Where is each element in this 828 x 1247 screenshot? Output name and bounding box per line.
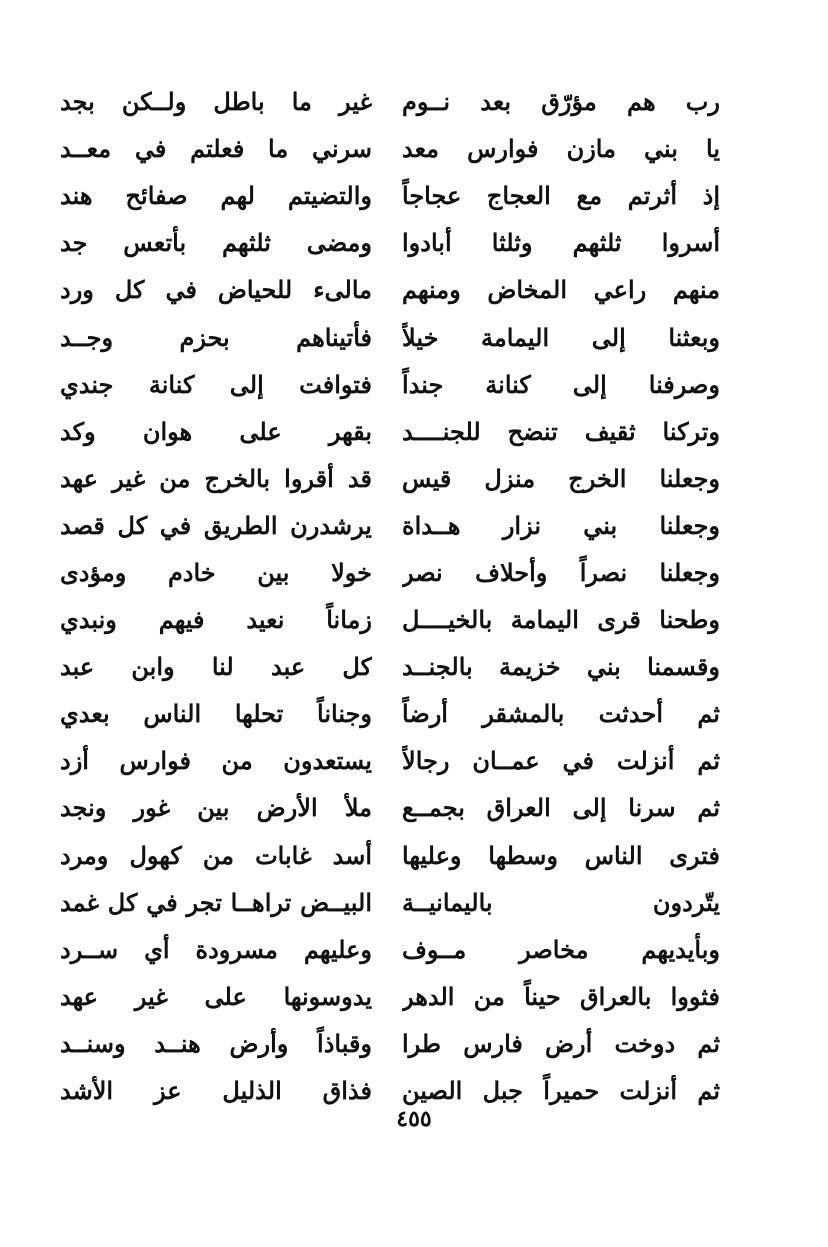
second-hemistich: وقباذاً وأرض هنــد وسنــد <box>60 1028 372 1058</box>
first-hemistich: ثم أحدثت بالمشقر أرضاً <box>402 699 720 729</box>
second-hemistich: بقهر على هوان وكد <box>60 416 372 446</box>
first-hemistich: وجعلنا نصراً وأحلاف نصر <box>402 557 720 587</box>
verse-line <box>60 219 720 266</box>
verse-line <box>60 737 720 784</box>
second-hemistich: فتوافت إلى كنانة جندي <box>60 369 372 399</box>
first-hemistich: فترى الناس وسطها وعليها <box>402 840 720 870</box>
first-hemistich: ثم دوخت أرض فارس طرا <box>402 1028 720 1058</box>
second-hemistich: وعليهم مسرودة أي ســرد <box>60 934 372 964</box>
second-hemistich: يستعدون من فوارس أزد <box>60 746 372 776</box>
second-hemistich: زماناً نعيد فيهم ونبدي <box>60 605 372 635</box>
verse-line <box>60 408 720 455</box>
first-hemistich: ثم أنزلت في عمــان رجالاً <box>402 746 720 776</box>
first-hemistich: ثم سرنا إلى العراق بجمــع <box>402 793 720 823</box>
first-hemistich: أسروا ثلثهم وثلثا أبادوا <box>402 228 720 258</box>
verse-line <box>60 643 720 690</box>
second-hemistich: فأتيناهم بحزم وجــد <box>60 322 372 352</box>
second-hemistich: كل عبد لنا وابن عبد <box>60 652 372 682</box>
second-hemistich: مالىء للحياض في كل ورد <box>60 275 372 305</box>
second-hemistich: وجناناً تحلها الناس بعدي <box>60 699 372 729</box>
verse-line <box>60 172 720 219</box>
first-hemistich: وتركنا ثقيف تنضح للجنــــد <box>402 416 720 446</box>
second-hemistich: خولا بين خادم ومؤدى <box>60 557 372 587</box>
verse-line <box>60 313 720 360</box>
first-hemistich: وجعلنا الخرج منزل قيس <box>402 463 720 493</box>
first-hemistich: منهم راعي المخاض ومنهم <box>402 275 720 305</box>
first-hemistich: إذ أثرتم مع العجاج عجاجاً <box>402 181 720 211</box>
verse-line <box>60 502 720 549</box>
verse-line <box>60 879 720 926</box>
second-hemistich: والتضيتم لهم صفائح هند <box>60 181 372 211</box>
second-hemistich: غير ما باطل ولــكن بجد <box>60 87 372 117</box>
first-hemistich: يتّردون باليمانيــة <box>402 887 720 917</box>
second-hemistich: فذاق الذليل عز الأشد <box>60 1076 372 1106</box>
first-hemistich: وقسمنا بني خزيمة بالجنــد <box>402 652 720 682</box>
verse-line <box>60 455 720 502</box>
poem-body <box>60 78 720 1114</box>
verse-line <box>60 549 720 596</box>
second-hemistich: أسد غابات من كهول ومرد <box>60 840 372 870</box>
page-number: ٤٥٥ <box>396 1106 432 1132</box>
verse-line <box>60 266 720 313</box>
second-hemistich: سرني ما فعلتم في معــد <box>60 134 372 164</box>
first-hemistich: رب هم مؤرّق بعد نــوم <box>402 87 720 117</box>
second-hemistich: ملأ الأرض بين غور ونجد <box>60 793 372 823</box>
verse-line <box>60 361 720 408</box>
verse-line <box>60 832 720 879</box>
second-hemistich: قد أقروا بالخرج من غير عهد <box>60 463 372 493</box>
first-hemistich: يا بني مازن فوارس معد <box>402 134 720 164</box>
verse-line <box>60 1020 720 1067</box>
first-hemistich: وبأيديهم مخاصر مــوف <box>402 934 720 964</box>
first-hemistich: وصرفنا إلى كنانة جنداً <box>402 369 720 399</box>
first-hemistich: فثووا بالعراق حيناً من الدهر <box>402 981 720 1011</box>
verse-line <box>60 690 720 737</box>
second-hemistich: البيــض تراهــا تجر في كل غمد <box>60 887 372 917</box>
verse-line <box>60 784 720 831</box>
verse-line <box>60 78 720 125</box>
verse-line <box>60 926 720 973</box>
first-hemistich: وبعثنا إلى اليمامة خيلاً <box>402 322 720 352</box>
second-hemistich: ومضى ثلثهم بأتعس جد <box>60 228 372 258</box>
verse-line <box>60 596 720 643</box>
verse-line <box>60 125 720 172</box>
second-hemistich: يرشدرن الطريق في كل قصد <box>60 510 372 540</box>
verse-line <box>60 973 720 1020</box>
first-hemistich: وطحنا قرى اليمامة بالخيــــل <box>402 605 720 635</box>
first-hemistich: وجعلنا بني نزار هــداة <box>402 510 720 540</box>
second-hemistich: يدوسونها على غير عهد <box>60 981 372 1011</box>
first-hemistich: ثم أنزلت حميراً جبل الصين <box>402 1076 720 1106</box>
